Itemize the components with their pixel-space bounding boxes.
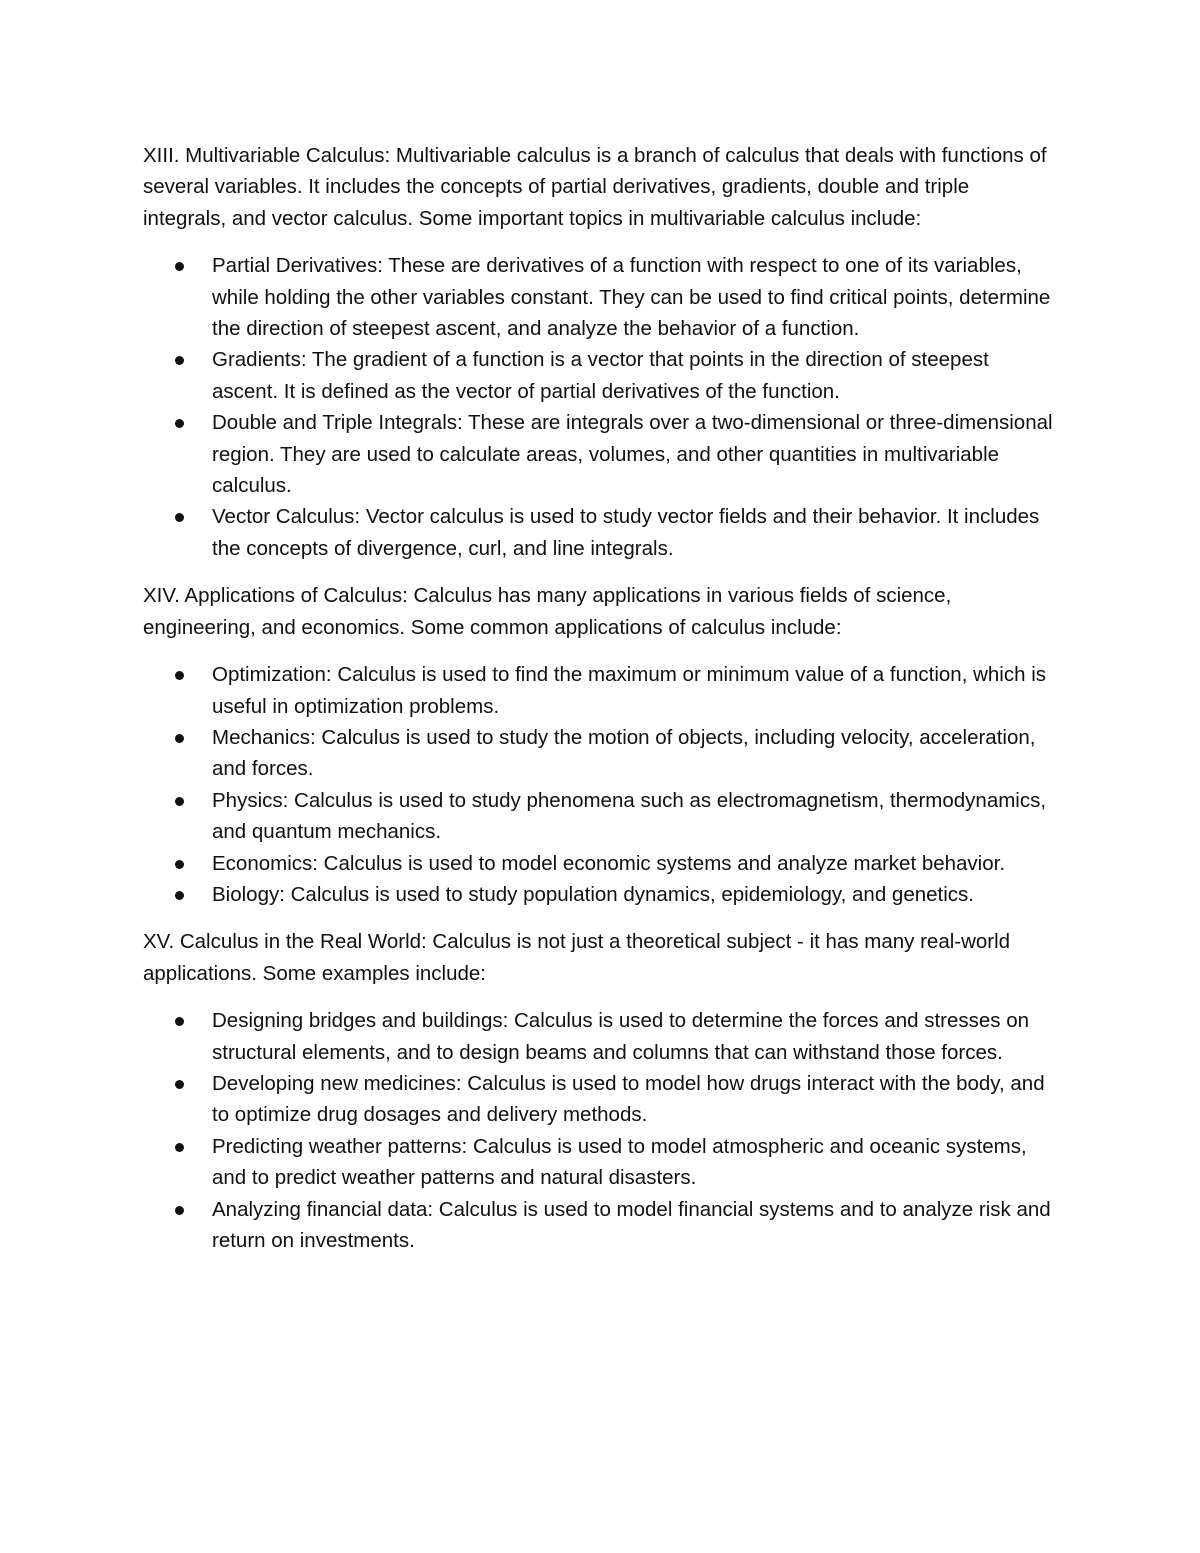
- bullet-icon: [175, 860, 184, 869]
- list-item: [143, 1194, 1058, 1257]
- list-item: [143, 659, 1058, 722]
- list-item-text: Optimization: Calculus is used to find the maximum or minimum value of a function, which is useful in optimization problems.: [212, 663, 1047, 718]
- list-item-text: Biology: Calculus is used to study population dynamics, epidemiology, and genetics.: [212, 882, 974, 906]
- bullet-icon: [175, 262, 184, 271]
- list-item: [143, 1068, 1058, 1131]
- list-item: [143, 407, 1058, 501]
- list-item-text: Developing new medicines: Calculus is used to model how drugs interact with the body, and to optimize drug dosages and delivery methods.: [212, 1071, 1045, 1127]
- section-multivariable-list: [143, 250, 1058, 564]
- list-item: [143, 785, 1058, 848]
- list-item: [143, 501, 1058, 564]
- section-applications-intro: XIV. Applications of Calculus: Calculus has many applications in various fields of science, engineering, and economics. Some common applications of calculus include:: [143, 584, 952, 639]
- list-item-text: Analyzing financial data: Calculus is used to model financial systems and to analyze risk and return on investments.: [212, 1197, 1051, 1252]
- list-item: [143, 1005, 1058, 1068]
- list-item-text: Designing bridges and buildings: Calculus is used to determine the forces and stresses on structural elements, and to design beams and columns that can withstand those forces.: [212, 1009, 1030, 1064]
- list-item-text: Mechanics: Calculus is used to study the motion of objects, including velocity, acceleration, and forces.: [212, 725, 1036, 781]
- list-item-text: Gradients: The gradient of a function is a vector that points in the direction of steepest ascent. It is defined as the vector of partial derivatives of the function.: [212, 348, 989, 403]
- list-item: [143, 722, 1058, 785]
- list-item-text: Vector Calculus: Vector calculus is used to study vector fields and their behavior. It includes the concepts of divergence, curl, and line integrals.: [212, 505, 1040, 560]
- bullet-icon: [175, 1206, 184, 1215]
- bullet-icon: [175, 1017, 184, 1026]
- bullet-icon: [175, 419, 184, 428]
- bullet-icon: [175, 356, 184, 365]
- list-item: [143, 250, 1058, 344]
- list-item-text: Double and Triple Integrals: These are integrals over a two-dimensional or three-dimensional region. They are used to calculate areas, volumes, and other quantities in multivariable calculus.: [212, 411, 1053, 498]
- list-item-text: Physics: Calculus is used to study phenomena such as electromagnetism, thermodynamics, and quantum mechanics.: [212, 788, 1047, 844]
- section-real-world-intro: XV. Calculus in the Real World: Calculus is not just a theoretical subject - it has many real-world applications. Some examples include:: [143, 930, 1011, 985]
- bullet-icon: [175, 1080, 184, 1089]
- list-item: [143, 344, 1058, 407]
- list-item: [143, 879, 1058, 910]
- section-multivariable-intro: XIII. Multivariable Calculus: Multivariable calculus is a branch of calculus that deals with functions of several variables. It includes the concepts of partial derivatives, gradients, double and triple integrals, and vector calculus. Some important topics in multivariable calculus include:: [143, 144, 1047, 230]
- bullet-icon: [175, 513, 184, 522]
- list-item: [143, 1131, 1058, 1194]
- bullet-icon: [175, 797, 184, 806]
- list-item: [143, 848, 1058, 879]
- list-item-text: Partial Derivatives: These are derivatives of a function with respect to one of its variables, while holding the other variables constant. They can be used to find critical points, determine the direction of steepest ascent, and analyze the behavior of a function.: [212, 254, 1051, 341]
- list-item-text: Predicting weather patterns: Calculus is used to model atmospheric and oceanic systems, and to predict weather patterns and natural disasters.: [212, 1134, 1027, 1190]
- list-item-text: Economics: Calculus is used to model economic systems and analyze market behavior.: [212, 851, 1006, 875]
- bullet-icon: [175, 1143, 184, 1152]
- bullet-icon: [175, 891, 184, 900]
- section-real-world-list: [143, 1005, 1058, 1256]
- bullet-icon: [175, 671, 184, 680]
- section-applications-list: [143, 659, 1058, 910]
- bullet-icon: [175, 734, 184, 743]
- document-body: [143, 140, 1058, 1272]
